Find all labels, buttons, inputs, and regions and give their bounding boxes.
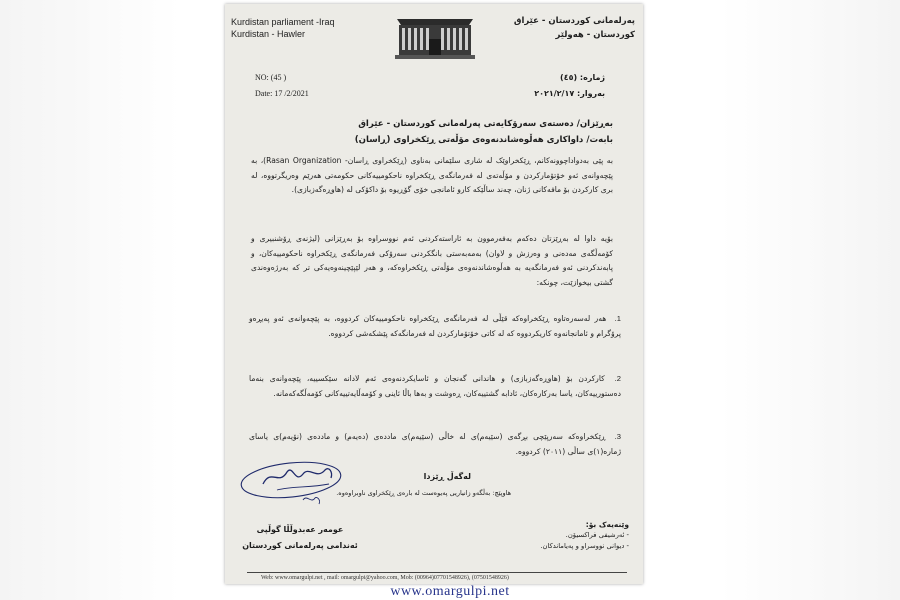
reference-kurdish (534, 70, 605, 102)
reason-text: هەر لەسەرەتاوە ڕێکخراوەکە قێڵی لە فەرمانگەی ڕێکخراوە ناحکومییەکان کردووە، بە پێچەوانەی ئەو پەیڕەو پرۆگرام و ئامانجانەوە کاریکردووە کە لە کاتی خۆتۆمارکردن لە فەرمانگەکە پێشکەشی کردووە. (249, 314, 621, 338)
footer-contact: Web: www.omargulpi.net , mail: omargulpi@yahoo.com, Mob: (00964)07701548926), (07501548926) (261, 575, 509, 581)
attachment-note: هاوپێچ: بەڵگەو زانیاریی پەیوەست لە بارەی ڕێکخراوی ناوبراوەوە. (336, 489, 511, 497)
body-paragraph-2: بۆیە داوا لە بەڕێزتان دەکەم بەفەرموون بە ئاراستەکردنی ئەم نووسراوە بۆ بەڕێزانی (لیژنەی ڕۆشنبیری و کۆمەڵگەی مەدەنی و وەرزش و لاوان) بەمەبەستی بانگکردنی سەرۆکی فەرمانگەی ڕێکخراوە ناحکومییەکان، و پابەندکردنی ئەو فەرمانگەیە بە هەڵوەشاندنەوەی مۆڵەتی ڕێکخراوەکە، و هەر لێپێچینەوەیەکی تر کە بەرژەوەندی گشتی بیخوازێت، چونکە: (251, 234, 613, 287)
copies-line: - ئەرشیفی فراکسیۆن. (565, 531, 629, 539)
reason-item-1 (249, 312, 621, 341)
letterhead-kurdish (514, 14, 635, 42)
copies-to (540, 519, 629, 552)
parliament-building-emblem (391, 9, 479, 63)
reference-english (255, 70, 309, 102)
letter-subject (253, 116, 613, 148)
copies-line: - دیوانی نووسراو و پەیاماندکان. (540, 542, 629, 550)
reference-number-ku: ژمارە: (٤٥) (560, 73, 605, 82)
footer-divider (247, 572, 627, 573)
letterhead-english (231, 16, 335, 40)
reference-number: NO: (45 ) (255, 73, 287, 82)
letterhead-ku-line1: پەرلەمانی کوردستان - عێراق (513, 16, 635, 26)
reference-date: Date: 17 /2/2021 (255, 89, 309, 98)
signatory-title: ئەندامی پەرلەمانی کوردستان (242, 541, 358, 550)
subject-line: بابەت/ داواکاری هەڵوەشاندنەوەی مۆڵەتی ڕێکخراوی (ڕاسان) (354, 135, 613, 145)
reason-number: 2. (614, 374, 621, 383)
closing-greeting: لەگەڵ ڕێزدا (423, 472, 471, 481)
body-paragraph-1: بە پێی بەدواداچوونەکانم، ڕێکخراوێک لە شاری سلێمانی بەناوی (ڕێکخراوی ڕاسان- Rasan Organization)، بە پێچەوانەی ئەو خۆتۆمارکردن و مۆڵەتەی لە فەرمانگەی ڕێکخراوە ناحکومییەکانی حکومەتی هەرێم وەریگرتووە، لە بری کارکردن بۆ مافەکانی ژنان، چەند ساڵێکە کارو ئامانجی خۆی گۆڕیوە بۆ داکۆکی لە (هاوڕەگەزبازی). (251, 156, 613, 194)
official-letter (225, 4, 643, 584)
signatory-name: عومەر عەبدوڵڵا گوڵپی (256, 525, 344, 534)
reason-number: 3. (614, 432, 621, 441)
recipient-line: بەڕێزان/ دەستەی سەرۆکایەتی پەرلەمانی کوردستان - عێراق (358, 119, 613, 129)
letterhead-en-line1: Kurdistan parliament -Iraq (231, 17, 335, 27)
reason-number: 1. (614, 314, 621, 323)
watermark-website: www.omargulpi.net (390, 584, 510, 599)
letterhead-en-line2: Kurdistan - Hawler (231, 29, 306, 39)
reason-text: ڕێکخراوەکە سەرپێچی بڕگەی (سێیەم)ی لە خاڵی (سێیەم)ی ماددەی (دەیەم) و ماددەی (نۆیەم)ی یاسای ژمارە(١)ی ساڵی (٢٠١١) کردووە. (249, 432, 621, 456)
reason-item-2 (249, 372, 621, 401)
copies-title: وێنەیەک بۆ: (585, 520, 629, 529)
reason-text: کارکردن بۆ (هاوڕەگەزبازی) و هاندانی گەنجان و ئاسایکردنەوەی ئەم لادانە سێکسییە، پێچەوانەی بنەما دەستورییەکان، یاسا بەرکارەکان، ئادابە گشتییەکان، ڕەوشت و بەها باڵا ئاینی و کۆمەڵایەتییەکانی کۆمەڵگەکەمانە. (249, 374, 621, 398)
letterhead-ku-line2: کوردستان - هەولێر (555, 30, 635, 40)
signatory-block (235, 522, 365, 554)
reason-item-3 (249, 430, 621, 459)
reference-date-ku: بەروار: ٢٠٢١/٢/١٧ (534, 89, 605, 98)
